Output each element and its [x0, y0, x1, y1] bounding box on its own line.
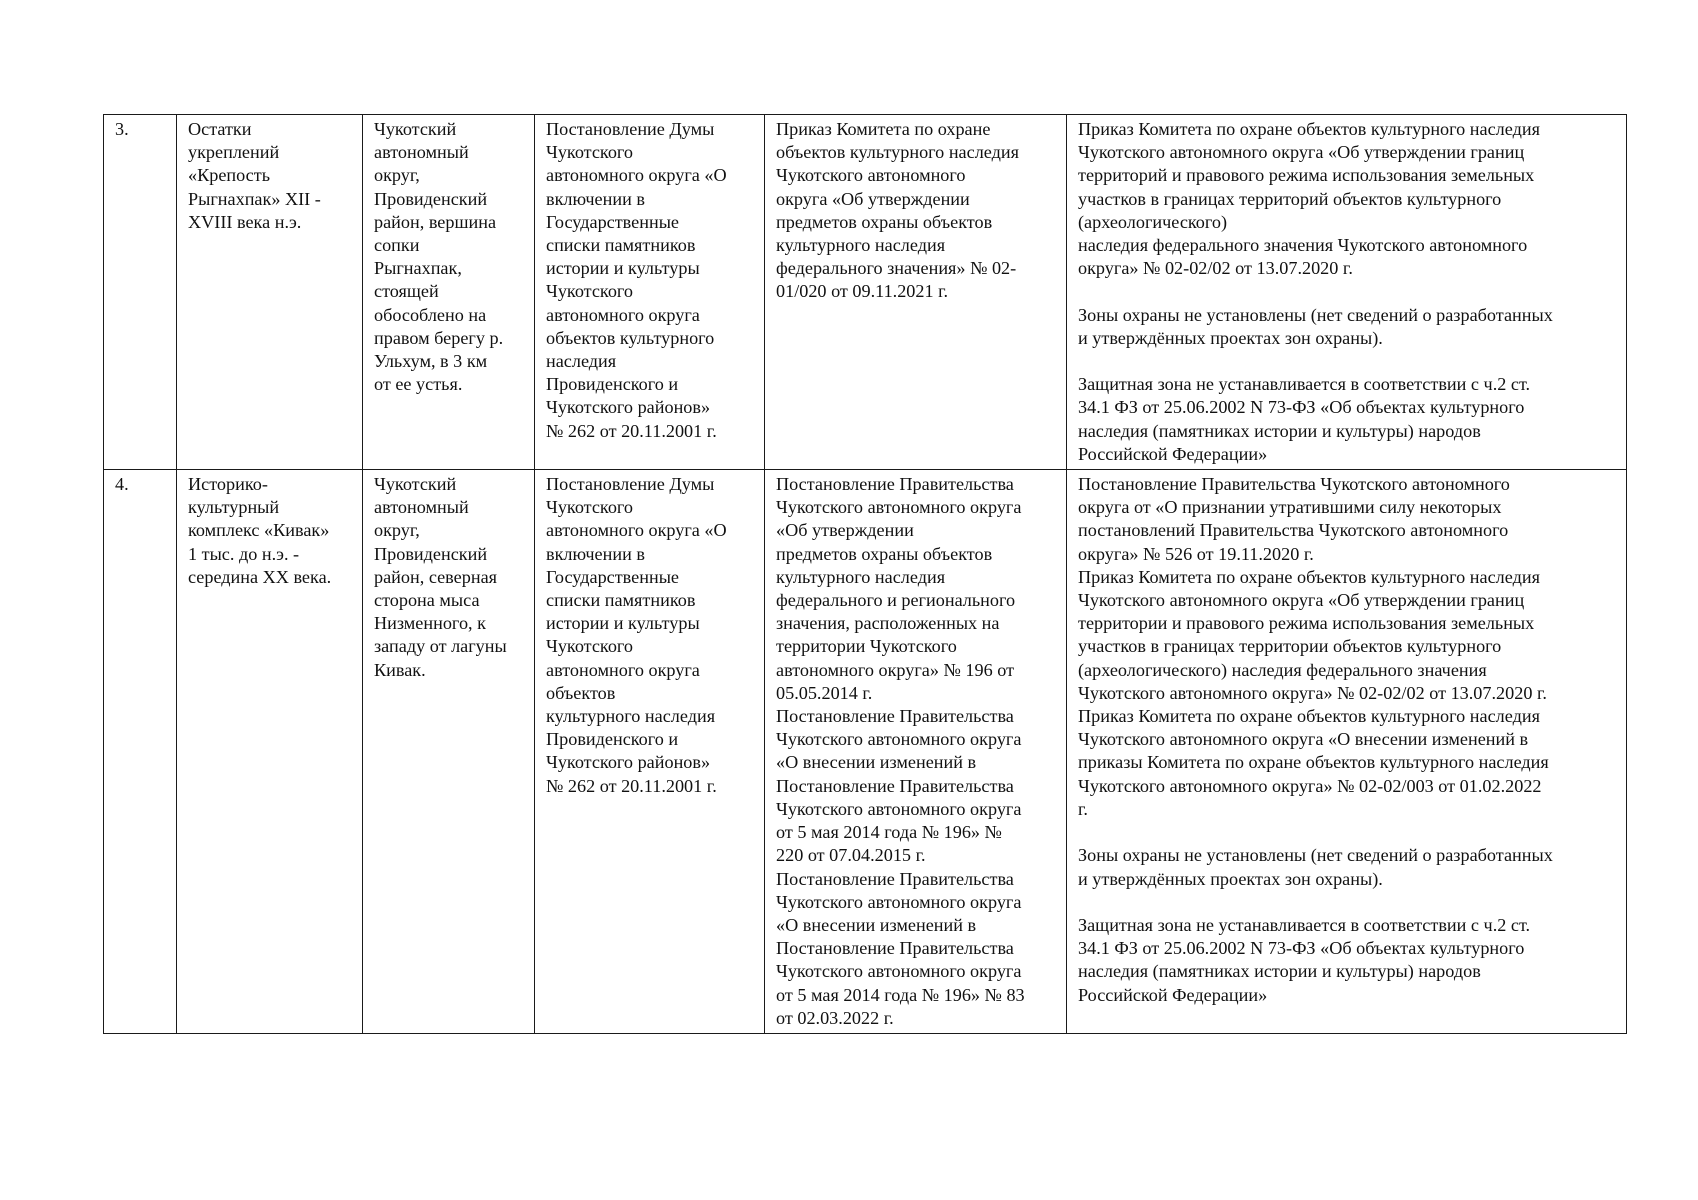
object-name-cell: Историко- культурный комплекс «Кивак» 1 тыс. до н.э. - середина XX века. — [177, 470, 363, 1034]
object-name-cell: Остатки укреплений «Крепость Рыгнахпак» XII - XVIII века н.э. — [177, 115, 363, 470]
row-number-cell: 3. — [104, 115, 177, 470]
location-cell: Чукотский автономный округ, Провиденский район, вершина сопки Рыгнахпак, стоящей обособлено на правом берегу р. Ульхум, в 3 км от ее устья. — [363, 115, 535, 470]
heritage-objects-table — [103, 114, 1627, 1034]
protection-subject-cell: Приказ Комитета по охране объектов культурного наследия Чукотского автономного округа «Об утверждении предметов охраны объектов культурного наследия федерального значения» № 02- 01/020 от 09.11.2021 г. — [765, 115, 1067, 470]
row-number-cell: 4. — [104, 470, 177, 1034]
inclusion-act-cell: Постановление Думы Чукотского автономного округа «О включении в Государственные списки памятников истории и культуры Чукотского автономного округа объектов культурного наследия Провиденского и Чукотского районов» № 262 от 20.11.2001 г. — [535, 115, 765, 470]
protection-subject-cell: Постановление Правительства Чукотского автономного округа «Об утверждении предметов охраны объектов культурного наследия федерального и регионального значения, расположенных на территории Чукотского автономного округа» № 196 от 05.05.2014 г. Постановление Правительства Чукотского автономного округа «О внесении изменений в Постановление Правительства Чукотского автономного округа от 5 мая 2014 года № 196» № 220 от 07.04.2015 г. Постановление Правительства Чукотского автономного округа «О внесении изменений в Постановление Правительства Чукотского автономного округа от 5 мая 2014 года № 196» № 83 от 02.03.2022 г. — [765, 470, 1067, 1034]
territory-zones-cell: Приказ Комитета по охране объектов культурного наследия Чукотского автономного округа «Об утверждении границ территорий и правового режима использования земельных участков в границах территорий объектов культурного (археологического) наследия федерального значения Чукотского автономного округа» № 02-02/02 от 13.07.2020 г. Зоны охраны не установлены (нет сведений о разработанных и утверждённых проектах зон охраны). Защитная зона не устанавливается в соответствии с ч.2 ст. 34.1 ФЗ от 25.06.2002 N 73-ФЗ «Об объектах культурного наследия (памятниках истории и культуры) народов Российской Федерации» — [1067, 115, 1627, 470]
inclusion-act-cell: Постановление Думы Чукотского автономного округа «О включении в Государственные списки памятников истории и культуры Чукотского автономного округа объектов культурного наследия Провиденского и Чукотского районов» № 262 от 20.11.2001 г. — [535, 470, 765, 1034]
territory-zones-cell: Постановление Правительства Чукотского автономного округа от «О признании утратившими силу некоторых постановлений Правительства Чукотского автономного округа» № 526 от 19.11.2020 г. Приказ Комитета по охране объектов культурного наследия Чукотского автономного округа «Об утверждении границ территории и правового режима использования земельных участков в границах территории объектов культурного (археологического) наследия федерального значения Чукотского автономного округа» № 02-02/02 от 13.07.2020 г. Приказ Комитета по охране объектов культурного наследия Чукотского автономного округа «О внесении изменений в приказы Комитета по охране объектов культурного наследия Чукотского автономного округа» № 02-02/003 от 01.02.2022 г. Зоны охраны не установлены (нет сведений о разработанных и утверждённых проектах зон охраны). Защитная зона не устанавливается в соответствии с ч.2 ст. 34.1 ФЗ от 25.06.2002 N 73-ФЗ «Об объектах культурного наследия (памятниках истории и культуры) народов Российской Федерации» — [1067, 470, 1627, 1034]
table-row — [104, 115, 1627, 470]
table-row — [104, 470, 1627, 1034]
location-cell: Чукотский автономный округ, Провиденский район, северная сторона мыса Низменного, к западу от лагуны Кивак. — [363, 470, 535, 1034]
